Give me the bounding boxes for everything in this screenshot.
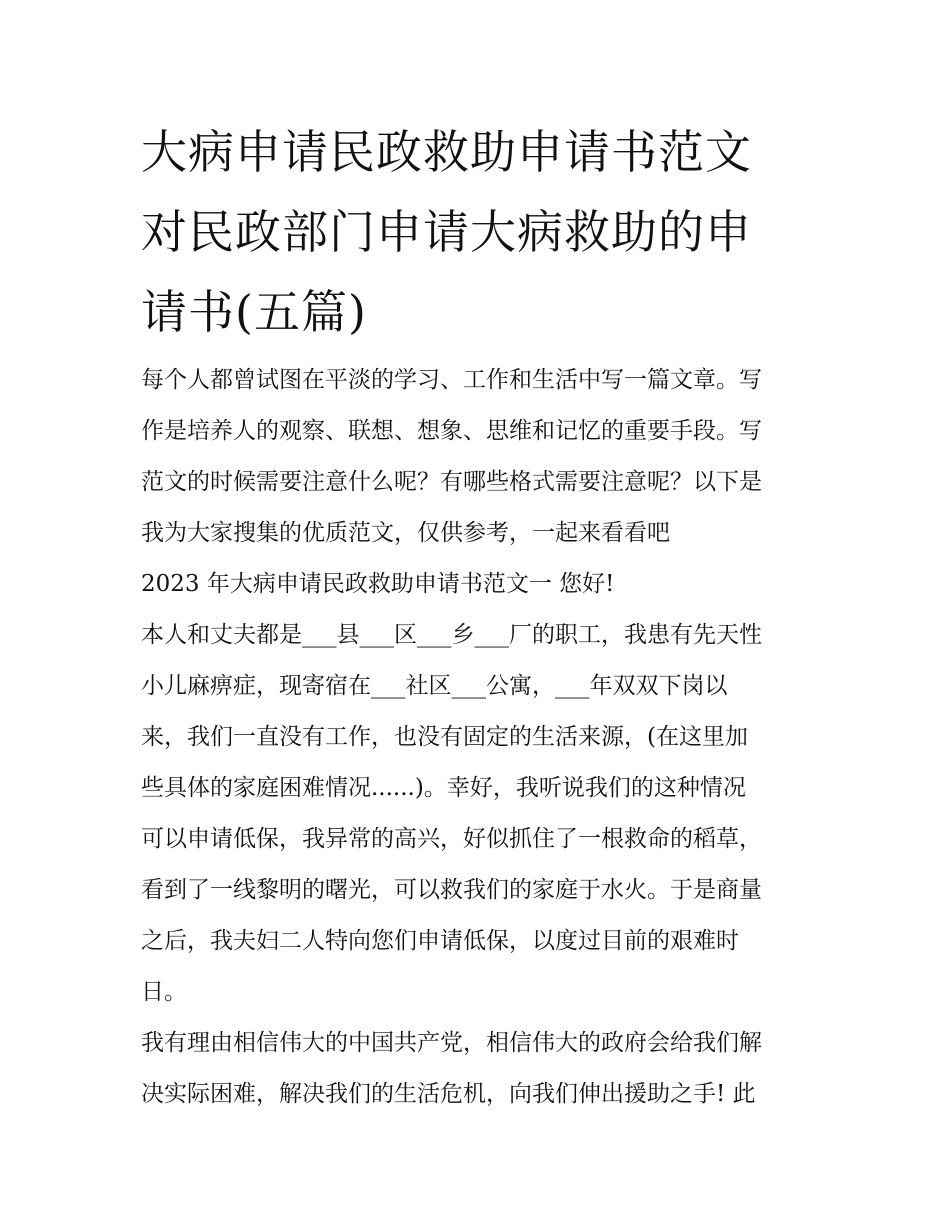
body-line: 决实际困难，解决我们的生活危机，向我们伸出援助之手! 此 [141, 1081, 756, 1107]
body-line: 我有理由相信伟大的中国共产党，相信伟大的政府会给我们解 [141, 1030, 762, 1056]
title-line: 请书(五篇) [141, 285, 367, 339]
body-line: 作是培养人的观察、联想、想象、思维和记忆的重要手段。写 [141, 418, 762, 444]
body-line: 日。 [141, 979, 187, 1005]
body-line: 之后，我夫妇二人特向您们申请低保，以度过目前的艰难时 [141, 928, 739, 954]
title-line: 对民政部门申请大病救助的申 [141, 205, 752, 259]
body-line: 看到了一线黎明的曙光，可以救我们的家庭于水火。于是商量 [141, 877, 762, 903]
body-line: 每个人都曾试图在平淡的学习、工作和生活中写一篇文章。写 [141, 367, 762, 393]
body-line: 我为大家搜集的优质范文，仅供参考，一起来看看吧 [141, 520, 670, 546]
body-line: 可以申请低保，我异常的高兴，好似抓住了一根救命的稻草， [141, 826, 762, 852]
title-line: 大病申请民政救助申请书范文 [141, 125, 752, 179]
body-line: 2023 年大病申请民政救助申请书范文一 您好! [141, 571, 615, 597]
body-line: 范文的时候需要注意什么呢？有哪些格式需要注意呢？以下是 [141, 469, 762, 495]
document-body [141, 355, 816, 1120]
document-title [141, 112, 811, 352]
body-line: 些具体的家庭困难情况......)。幸好，我听说我们的这种情况 [141, 775, 746, 801]
body-line: 来，我们一直没有工作，也没有固定的生活来源，(在这里加 [141, 724, 748, 750]
body-line: 本人和丈夫都是___县___区___乡___厂的职工，我患有先天性 [141, 622, 762, 648]
body-line: 小儿麻痹症，现寄宿在___社区___公寓，___年双双下岗以 [141, 673, 728, 699]
